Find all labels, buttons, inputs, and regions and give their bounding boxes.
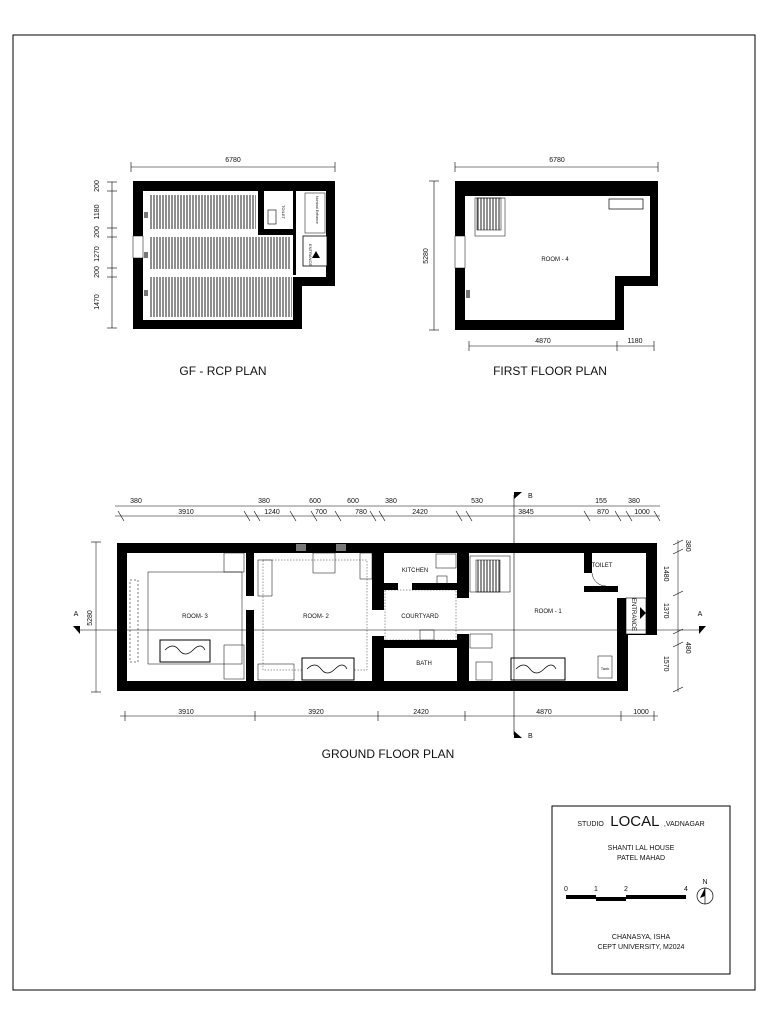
gf-top-dim-2-0: 3910 bbox=[178, 509, 194, 516]
ff-plan-title: FIRST FLOOR PLAN bbox=[493, 364, 607, 378]
gf-rcp-plan bbox=[94, 157, 335, 378]
gf-bottom-dim-1: 3920 bbox=[308, 709, 324, 716]
house-location: PATEL MAHAD bbox=[616, 855, 666, 862]
gf-bottom-dim-4: 1000 bbox=[633, 709, 649, 716]
gf-top-dim-2-2: 700 bbox=[315, 509, 327, 516]
scale-bar-segment bbox=[596, 897, 626, 901]
scale-bar-segment bbox=[626, 895, 686, 899]
scale-label-0: 0 bbox=[564, 886, 568, 893]
ff-bottom-dim-2: 1180 bbox=[627, 338, 643, 345]
bath-label: BATH bbox=[416, 661, 432, 667]
studio-name: LOCAL bbox=[610, 813, 660, 830]
gf-top-dim-1-0: 380 bbox=[130, 498, 142, 505]
scale-label-4: 4 bbox=[684, 886, 688, 893]
section-a-right: A bbox=[697, 611, 703, 618]
kitchen-label: KITCHEN bbox=[401, 568, 429, 574]
scale-bar-segment bbox=[566, 895, 596, 899]
title-block bbox=[552, 806, 730, 974]
gf-top-dim-2-3: 780 bbox=[355, 509, 367, 516]
house-name: SHANTI LAL HOUSE bbox=[607, 845, 675, 852]
gf-right-dim-1: 1480 bbox=[662, 566, 669, 582]
studio-suffix: ,VADNAGAR bbox=[663, 821, 705, 828]
first-floor-plan bbox=[423, 157, 658, 378]
rcp-left-dim-6: 1470 bbox=[94, 294, 101, 310]
gf-bottom-dim-0: 3910 bbox=[178, 709, 194, 716]
rcp-width-dim: 6780 bbox=[225, 157, 241, 164]
gf-top-dim-1-7: 380 bbox=[628, 498, 640, 505]
ground-floor-plan bbox=[73, 492, 706, 761]
rcp-entrance-label: ENTRANCE bbox=[308, 244, 313, 267]
room-4-label: ROOM - 4 bbox=[541, 257, 569, 263]
tank-label: Tank bbox=[600, 666, 610, 671]
ff-bottom-dim-1: 4870 bbox=[535, 338, 551, 345]
gf-top-dim-1-1: 380 bbox=[258, 498, 270, 505]
north-label: N bbox=[702, 879, 708, 886]
gf-right-dim-4: 1570 bbox=[662, 656, 669, 672]
rcp-left-dim-1: 200 bbox=[94, 180, 101, 192]
gf-bottom-dim-3: 4870 bbox=[536, 709, 552, 716]
entrance-label: ENTRANCE bbox=[630, 598, 636, 632]
gf-top-dim-2-6: 870 bbox=[597, 509, 609, 516]
gf-height-dim: 5280 bbox=[87, 610, 94, 626]
studio-prefix: STUDIO bbox=[577, 821, 604, 828]
institution-name: CEPT UNIVERSITY, M2024 bbox=[597, 944, 685, 951]
rcp-toilet-label: TOILET bbox=[281, 205, 286, 219]
rcp-left-dim-3: 200 bbox=[94, 226, 101, 238]
gf-bottom-dim-2: 2420 bbox=[413, 709, 429, 716]
section-b-top: B bbox=[528, 493, 533, 500]
gf-top-dim-2-4: 2420 bbox=[412, 509, 428, 516]
gf-top-dim-1-2: 600 bbox=[309, 498, 321, 505]
author-name: CHANASYA, ISHA bbox=[611, 934, 671, 941]
section-b-bottom: B bbox=[528, 733, 533, 740]
gf-top-dim-1-4: 380 bbox=[385, 498, 397, 505]
scale-label-1: 1 bbox=[594, 886, 598, 893]
gf-top-dim-2-1: 1240 bbox=[264, 509, 280, 516]
gf-right-dim-3: 480 bbox=[684, 642, 691, 654]
toilet-label: TOILET bbox=[591, 563, 613, 569]
rcp-left-dim-5: 200 bbox=[94, 266, 101, 278]
room-3-label: ROOM- 3 bbox=[182, 614, 208, 620]
rcp-left-dim-2: 1180 bbox=[94, 204, 101, 220]
gf-top-dim-1-6: 155 bbox=[595, 498, 607, 505]
section-a-left: A bbox=[73, 611, 79, 618]
gf-right-dim-2: 1370 bbox=[662, 603, 669, 619]
ff-height-dim: 5280 bbox=[423, 248, 430, 264]
room-2-label: ROOM- 2 bbox=[303, 614, 329, 620]
ff-width-dim: 6780 bbox=[549, 157, 565, 164]
gf-top-dim-2-7: 1000 bbox=[634, 509, 650, 516]
rcp-tag-label: Nominal Entrance bbox=[315, 196, 319, 224]
gf-top-dim-1-5: 530 bbox=[471, 498, 483, 505]
gf-plan-title: GROUND FLOOR PLAN bbox=[321, 747, 455, 761]
gf-top-dim-1-3: 600 bbox=[347, 498, 359, 505]
gf-top-dim-2-5: 3845 bbox=[518, 509, 534, 516]
rcp-plan-title: GF - RCP PLAN bbox=[179, 364, 267, 378]
courtyard-label: COURTYARD bbox=[401, 614, 439, 620]
room-1-label: ROOM - 1 bbox=[534, 609, 562, 615]
gf-right-dim-0: 380 bbox=[684, 540, 691, 552]
rcp-left-dim-4: 1270 bbox=[94, 246, 101, 262]
scale-label-2: 2 bbox=[624, 886, 628, 893]
